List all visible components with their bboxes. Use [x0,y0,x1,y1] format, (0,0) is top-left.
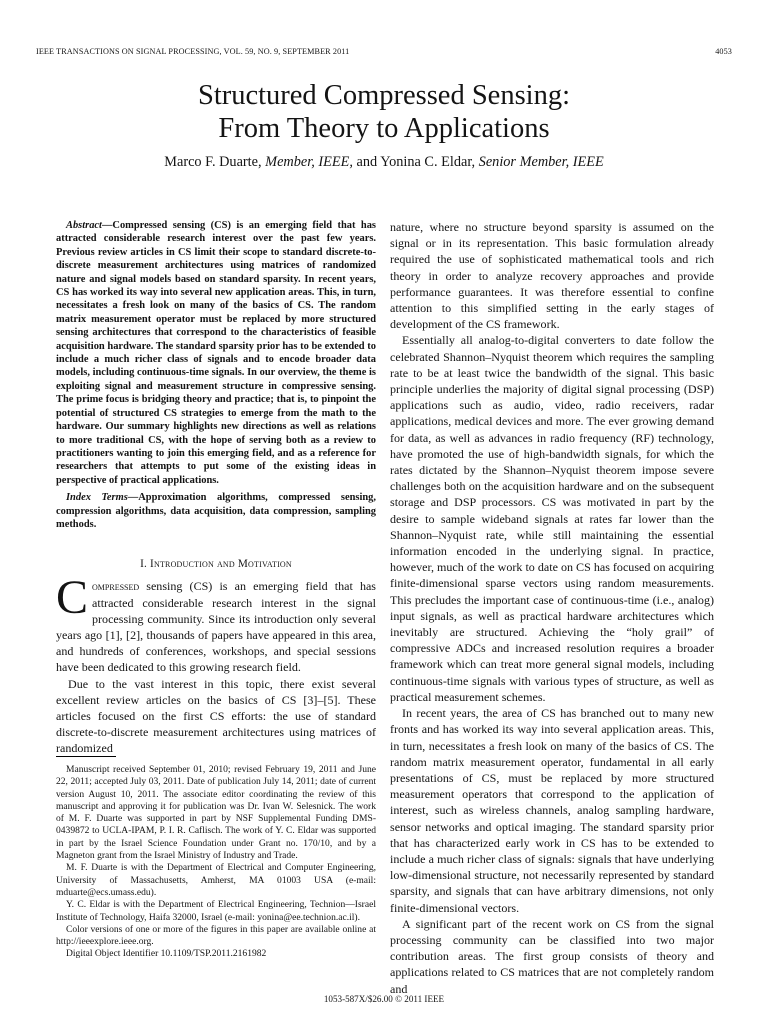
author-1-role: Member, IEEE, [265,154,353,170]
title-line-1: Structured Compressed Sensing: [197,80,571,111]
left-column [56,219,376,757]
abstract [56,219,376,487]
right-paragraph-2: Essentially all analog-to-digital converters to date follow the celebrated Shannon–Nyquist theorem which requires the sampling rate to be at least twice the bandwidth of the signal. This basic principle underlies the majority of digital signal processing (DSP) applications such as audio, video, radio receivers, radar applications, medical devices and more. The ever growing demand for data, as well as advances in radio frequency (RF) technology, have promoted the use of high-bandwidth signals, for which the rates dictated by the Shannon–Nyquist theorem impose severe challenges both on the acquisition hardware and on the subsequent storage and DSP processors. CS was motivated in part by the desire to sample wideband signals at rates far lower than the Shannon–Nyquist rate, while still maintaining the essential information encoded in the underlying signal. In practice, however, much of the work to date on CS has focused on acquiring finite-dimensional sparse vectors using random measurements. This precludes the important case of continuous-time (i.e., analog) input signals, as well as practical hardware architectures which inevitably are structured. Achieving the “holy grail” of compressive ADCs and increased resolution requires a broader framework which can treat more general signal models, including continuous-time signals with various types of structure, as well as practical measurement schemes. [390,333,714,704]
footnote-author-2: Y. C. Eldar is with the Department of Electrical Engineering, Technion—Israel Institute of Technology, Haifa 32000, Israel (e-mail: yonina@ee.technion.ac.il). [56,899,376,923]
footnote-color-versions: Color versions of one or more of the figures in this paper are available online at http://ieeexplore.ieee.org. [56,923,376,948]
abstract-dash: — [101,220,113,231]
author-line [0,154,768,171]
author-2-name: Yonina C. Eldar, [380,154,476,170]
author-conjunction: and [356,154,378,170]
section-heading [56,558,376,570]
page-number: 4053 [715,47,732,56]
right-paragraph-3: In recent years, the area of CS has branched out to many new fronts and has worked its way into several application areas. This, in turn, necessitates a fresh look on many of the basics of CS. The random matrix measurement operator, fundamental in all early presentations of CS, must be replaced by more structured measurement operators that correspond to the application of interest, such as wireless channels, analog sampling hardware, sensor networks and optical imaging. The standard sparsity prior that has characterized early work in CS has to be extended to include a much richer class of signals: signals that have underlying low-dimensional structure, not necessarily represented by standard sparsity, and signals that can have arbitrary dimensions, not only finite-dimensional vectors. [390,706,714,915]
footnote-manuscript: Manuscript received September 01, 2010; revised February 19, 2011 and June 22, 2011; accepted July 03, 2011. Date of publication July 14, 2011; date of current version August 10, 2011. The associate editor coordinating the review of this manuscript and approving it for publication was Dr. Ivan W. Selesnick. The work of M. F. Duarte was supported in part by NSF Supplemental Funding DMS-0439872 to UCLA-IPAM, P. I. R. Caflisch. The work of Y. C. Eldar was supported in part by the Israel Science Foundation under Grant no. 170/10, and by a Magneton grant from the Israel Ministry of Industry and Trade. [56,764,376,862]
abstract-lead: Abstract [66,220,102,231]
index-terms [56,491,376,531]
author-1-name: Marco F. Duarte, [164,154,262,170]
paper-title [0,79,768,145]
title-line-2: From Theory to Applications [218,113,550,144]
drop-cap: C [56,571,89,625]
journal-header: IEEE TRANSACTIONS ON SIGNAL PROCESSING, VOL. 59, NO. 9, SEPTEMBER 2011 [36,47,350,56]
right-paragraph-4: A significant part of the recent work on CS from the signal processing community can be classified into two major contribution areas. The first group consists of theory and applications related to CS matrices that are not completely random and [390,916,714,996]
intro-paragraph-1 [56,571,376,675]
right-column [390,219,714,997]
footnote-rule [56,756,116,757]
section-title: Introduction and Motivation [150,558,292,571]
intro-lead-caps: ompressed [92,579,140,594]
section-numeral: I. [140,558,148,571]
footnotes [56,764,376,961]
copyright-footer: 1053-587X/$26.00 © 2011 IEEE [323,994,445,1004]
right-paragraph-1: nature, where no structure beyond sparsity is assumed on the signal or in its representation. This basic formulation already required the use of sophisticated mathematical tools and rich theory in order to analyze recovery approaches and provide performance guarantees. It was therefore essential to confine attention to this simplified setting in the early stages of development of the CS framework. [390,220,714,332]
footnote-doi: Digital Object Identifier 10.1109/TSP.2011.2161982 [66,948,267,960]
abstract-text: Compressed sensing (CS) is an emerging field that has attracted considerable research interest over the past few years. Previous review articles in CS limit their scope to standard discrete-to-discrete measurement architectures using matrices of randomized nature and signal models based on standard sparsity. In recent years, CS has worked its way into several new application areas. This, in turn, necessitates a fresh look on many of the basics of CS. The random matrix measurement operator must be replaced by more structured sensing architectures that correspond to the characteristics of feasible acquisition hardware. The standard sparsity prior has to be extended to include a much richer class of signals and to encode broader data models, including continuous-time signals. In our overview, the theme is exploiting signal and measurement structure in compressive sensing. The prime focus is bridging theory and practice; that is, to pinpoint the potential of structured CS strategies to emerge from the math to the hardware. Our summary highlights new directions as well as relations to more traditional CS, with the hope of serving both as a review to practitioners wanting to join this emerging field, and as a reference for researchers that attempts to put some of the existing ideas in perspective of practical applications. [56,220,376,486]
footnote-author-1: M. F. Duarte is with the Department of Electrical and Computer Engineering, University of Massachusetts, Amherst, MA 01003 USA (e-mail: mduarte@ecs.umass.edu). [56,862,376,898]
intro-paragraph-1-text: sensing (CS) is an emerging field that has attracted considerable research interest in the signal processing community. Since its introduction only several years ago [1], [2], thousands of papers have appeared in this area, and hundreds of conferences, workshops, and special sessions have been dedicated to this growing research field. [56,579,376,675]
author-2-role: Senior Member, IEEE [478,154,604,170]
index-terms-dash: — [127,492,139,504]
index-terms-text: Approximation algorithms, compressed sensing, compression algorithms, data acquisition, data compression, sampling methods. [56,492,376,530]
intro-paragraph-2: Due to the vast interest in this topic, there exist several excellent review articles on the basics of CS [3]–[5]. These articles focused on the first CS efforts: the use of standard discrete-to-discrete measurement architectures using matrices of randomized [56,676,376,756]
index-terms-lead: Index Terms [66,492,128,504]
